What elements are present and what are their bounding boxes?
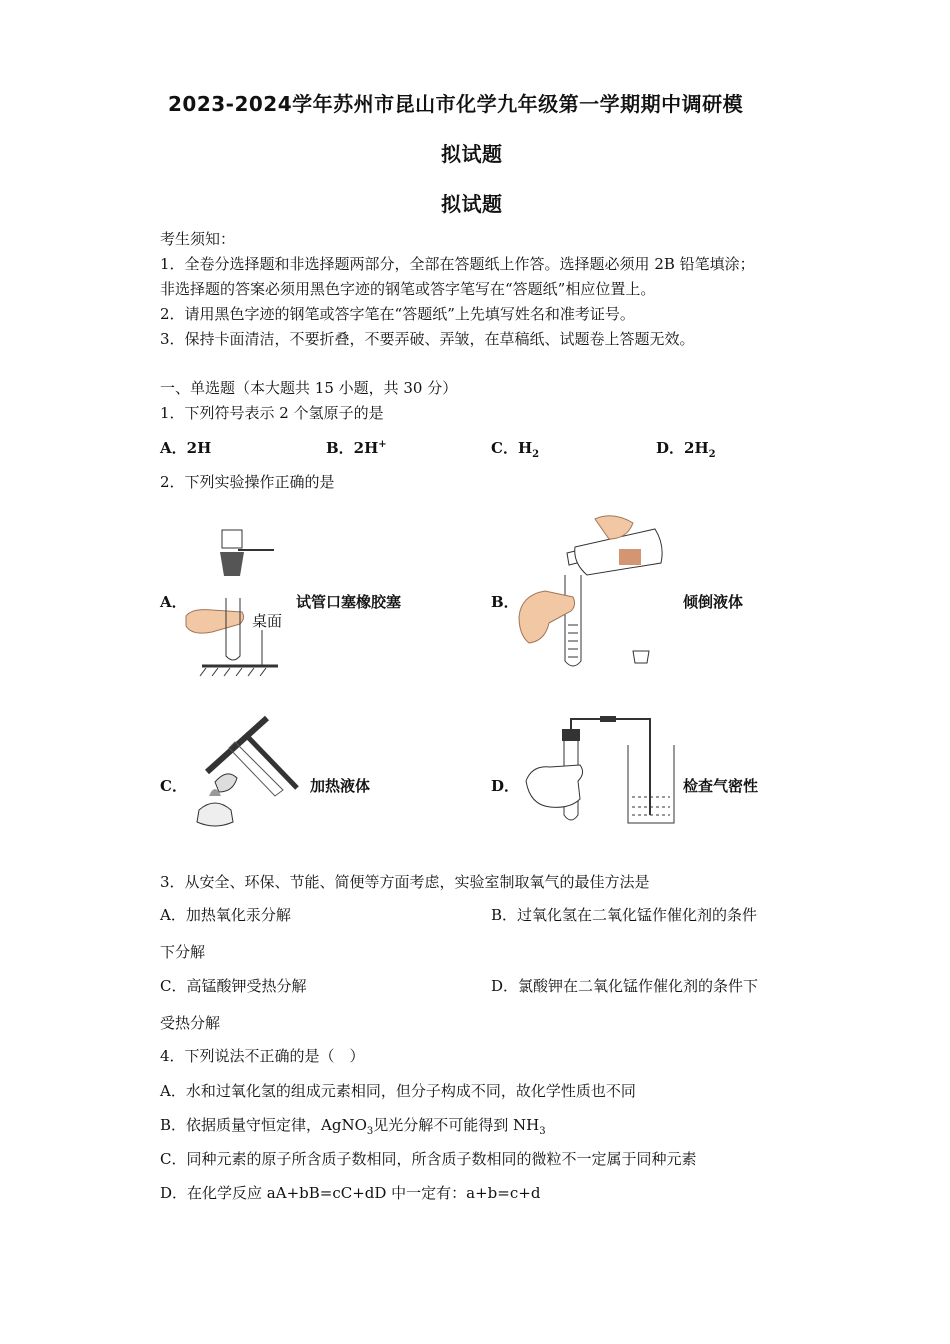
q1-stem: 1．下列符号表示 2 个氢原子的是 (160, 404, 384, 422)
notice-item-1a: 1．全卷分选择题和非选择题两部分，全部在答题纸上作答。选择题必须用 2B 铅笔填涂； (160, 255, 755, 273)
q1-option-c[interactable]: C．$H_2$ (491, 439, 540, 460)
q4-option-a[interactable]: A．水和过氧化氢的组成元素相同，但分子构成不同，故化学性质也不同 (160, 1082, 636, 1100)
q2-option-d-text: 检查气密性 (683, 777, 759, 795)
desk-label: 桌面 (252, 612, 283, 630)
q3-option-b[interactable]: B．过氧化氢在二氧化锰作催化剂的条件 (491, 906, 758, 924)
q3-option-d[interactable]: D．氯酸钾在二氧化锰作催化剂的条件下 (491, 977, 759, 995)
q3-stem: 3．从安全、环保、节能、简便等方面考虑，实验室制取氧气的最佳方法是 (160, 873, 650, 891)
q1-option-a[interactable]: A．2H (160, 439, 212, 457)
q2-option-b-label[interactable]: B． (491, 593, 519, 611)
q4-option-c[interactable]: C．同种元素的原子所含质子数相同，所含质子数相同的微粒不一定属于同种元素 (160, 1150, 697, 1168)
q4-option-d[interactable]: D．在化学反应 aA+bB=cC+dD 中一定有：a+b=c+d (160, 1184, 541, 1202)
page-title-line2: 拟试题 (441, 142, 503, 166)
q1-option-d[interactable]: D．$2H_2$ (656, 439, 716, 460)
q3-option-b-cont: 下分解 (160, 943, 206, 961)
notice-heading: 考生须知： (160, 230, 236, 248)
page-title: 2023-2024学年苏州市昆山市化学九年级第一学期期中调研模 (168, 92, 744, 116)
q3-option-d-cont: 受热分解 (160, 1014, 221, 1032)
q2-stem: 2．下列实验操作正确的是 (160, 473, 335, 491)
test-tube-stopper-illustration (182, 520, 282, 680)
q2-option-c-text: 加热液体 (310, 777, 371, 795)
q1-option-b[interactable]: B．2H+ (326, 439, 387, 457)
q2-option-a-label[interactable]: A． (160, 593, 187, 611)
section-heading: 一、单选题（本大题共 15 小题，共 30 分） (160, 379, 458, 397)
airtightness-check-illustration (520, 715, 680, 830)
page-title-line3: 拟试题 (441, 192, 503, 216)
pouring-liquid-illustration (515, 505, 675, 675)
notice-item-3: 3．保持卡面清洁，不要折叠，不要弄破、弄皱，在草稿纸、试题卷上答题无效。 (160, 330, 695, 348)
notice-item-1b: 非选择题的答案必须用黑色字迹的钢笔或答字笔写在“答题纸”相应位置上。 (160, 280, 656, 298)
q4-option-b[interactable]: B．依据质量守恒定律，AgNO$_3$见光分解不可能得到 $NH_3$ (160, 1116, 546, 1137)
q3-option-c[interactable]: C．高锰酸钾受热分解 (160, 977, 307, 995)
q2-option-c-label[interactable]: C． (160, 777, 187, 795)
q2-option-a-text: 试管口塞橡胶塞 (296, 593, 402, 611)
notice-item-2: 2．请用黑色字迹的钢笔或答字笔在“答题纸”上先填写姓名和准考证号。 (160, 305, 635, 323)
q3-option-a[interactable]: A．加热氧化汞分解 (160, 906, 291, 924)
q2-option-d-label[interactable]: D． (491, 777, 520, 795)
q2-option-b-text: 倾倒液体 (683, 593, 744, 611)
heating-liquid-illustration (185, 712, 305, 832)
q4-stem: 4．下列说法不正确的是（ ） (160, 1047, 365, 1065)
